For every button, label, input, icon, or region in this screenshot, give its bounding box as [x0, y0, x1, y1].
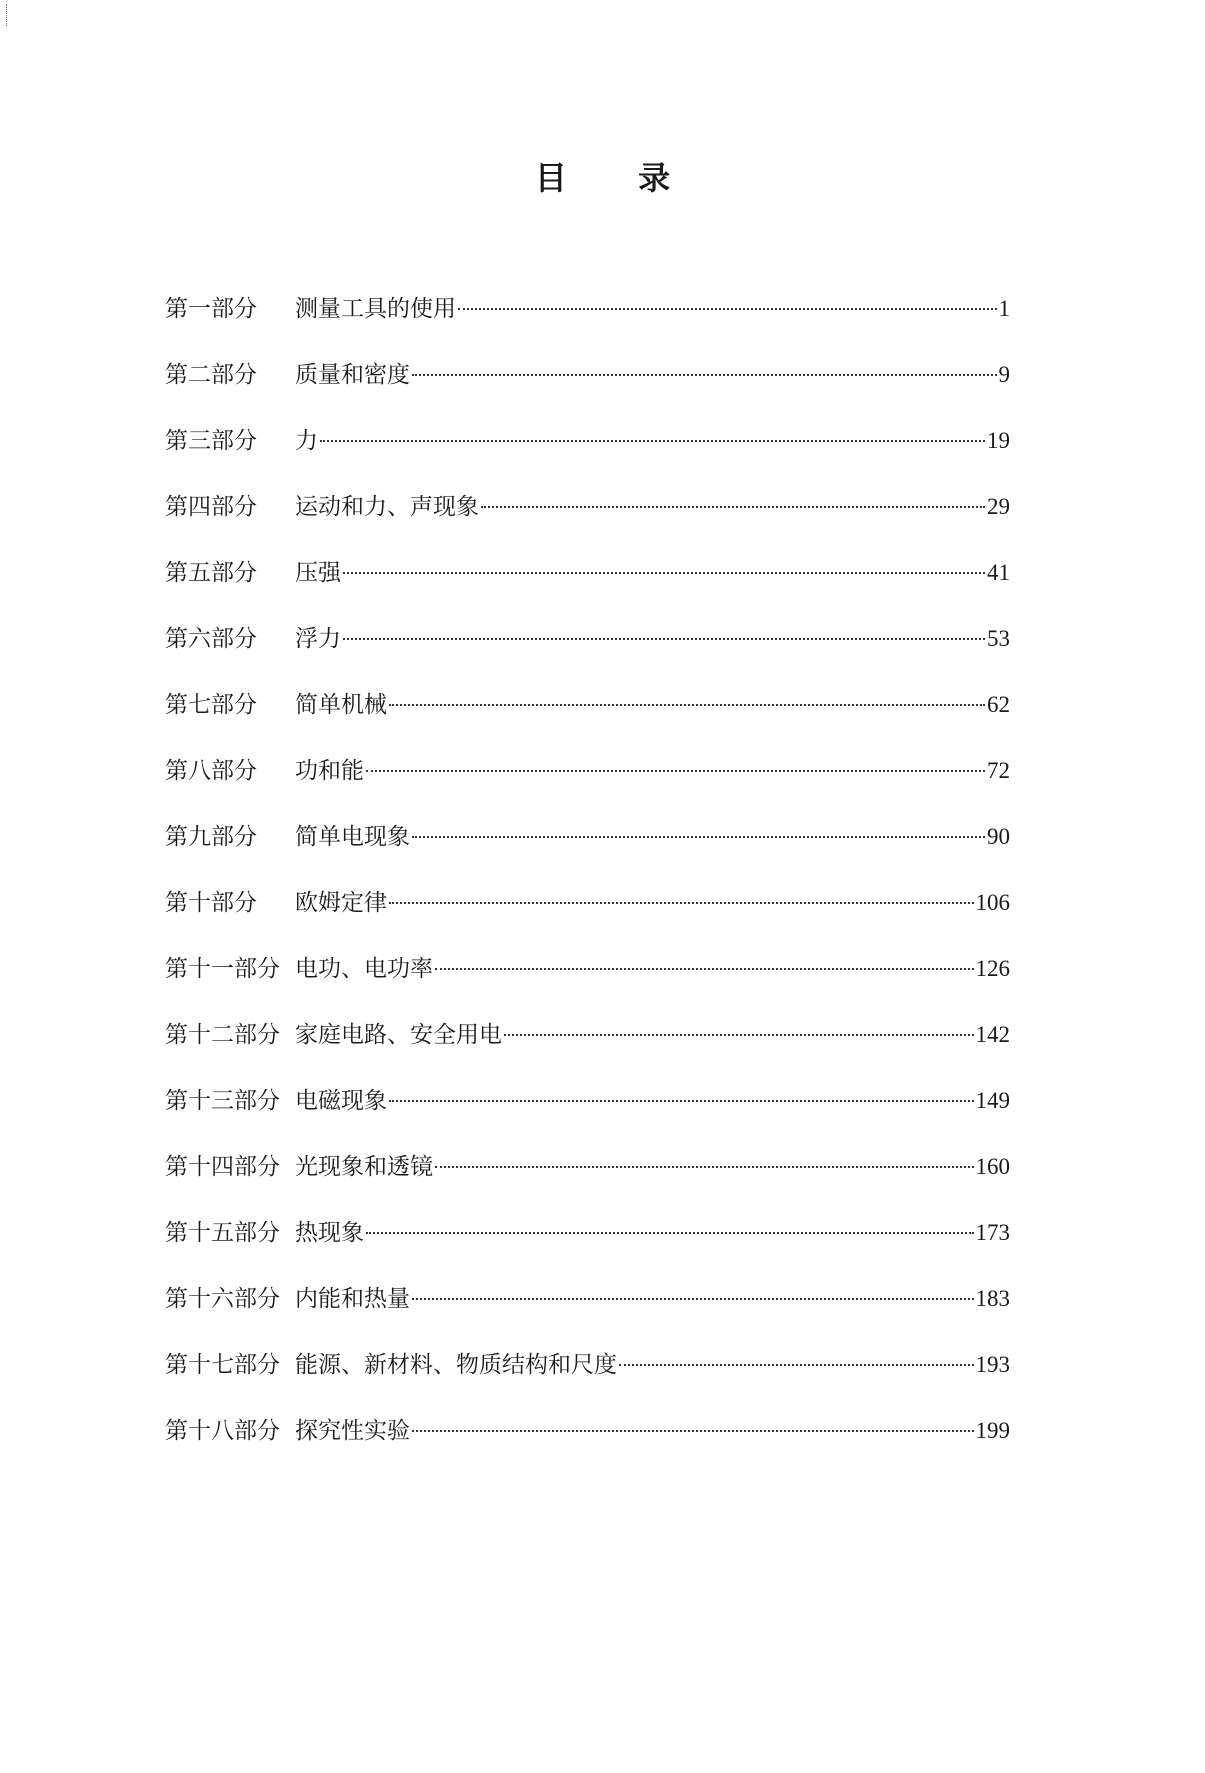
toc-part-label: 第三部分: [165, 428, 257, 454]
toc-chapter-title: 欧姆定律: [295, 890, 387, 916]
toc-entry: [165, 558, 1010, 624]
toc-chapter-title: 运动和力、声现象: [295, 494, 479, 520]
toc-page-number: 173: [975, 1220, 1010, 1245]
toc-page-number: 41: [987, 560, 1010, 585]
toc-part-label: 第九部分: [165, 824, 257, 850]
scan-mark: [6, 4, 10, 26]
toc-chapter-title: 测量工具的使用: [295, 296, 456, 322]
toc-dot-leader: [504, 1034, 974, 1036]
toc-chapter-title: 力: [295, 428, 318, 454]
toc-entry: [165, 1020, 1010, 1086]
toc-chapter-title: 探究性实验: [295, 1418, 410, 1444]
toc-dot-leader: [389, 1100, 974, 1102]
toc-dot-leader: [435, 968, 974, 970]
toc-entry: [165, 954, 1010, 1020]
toc-entry: [165, 1350, 1010, 1416]
toc-chapter-title: 压强: [295, 560, 341, 586]
table-of-contents: [165, 294, 1010, 1482]
toc-part-label: 第十三部分: [165, 1088, 280, 1114]
toc-dot-leader: [412, 1298, 974, 1300]
toc-part-label: 第二部分: [165, 362, 257, 388]
toc-dot-leader: [343, 638, 985, 640]
toc-page-number: 62: [987, 692, 1010, 717]
toc-dot-leader: [320, 440, 985, 442]
toc-page-number: 199: [975, 1418, 1010, 1443]
toc-page-number: 29: [987, 494, 1010, 519]
toc-page-number: 142: [975, 1022, 1010, 1047]
toc-part-label: 第七部分: [165, 692, 257, 718]
toc-chapter-title: 电功、电功率: [295, 956, 433, 982]
toc-part-label: 第六部分: [165, 626, 257, 652]
toc-part-label: 第十四部分: [165, 1154, 280, 1180]
toc-entry: [165, 1218, 1010, 1284]
toc-page-number: 19: [987, 428, 1010, 453]
toc-chapter-title: 简单电现象: [295, 824, 410, 850]
toc-dot-leader: [366, 770, 985, 772]
toc-page-number: 72: [987, 758, 1010, 783]
toc-chapter-title: 光现象和透镜: [295, 1154, 433, 1180]
toc-entry: [165, 756, 1010, 822]
page-title: 目 录: [534, 159, 701, 197]
toc-chapter-title: 电磁现象: [295, 1088, 387, 1114]
toc-page-number: 9: [998, 362, 1010, 387]
toc-entry: [165, 1086, 1010, 1152]
toc-chapter-title: 家庭电路、安全用电: [295, 1022, 502, 1048]
toc-dot-leader: [412, 836, 985, 838]
toc-part-label: 第十一部分: [165, 956, 280, 982]
toc-page-number: 53: [987, 626, 1010, 651]
toc-entry: [165, 1152, 1010, 1218]
toc-page-number: 183: [975, 1286, 1010, 1311]
toc-page-number: 126: [975, 956, 1010, 981]
toc-chapter-title: 能源、新材料、物质结构和尺度: [295, 1352, 617, 1378]
toc-entry: [165, 426, 1010, 492]
toc-part-label: 第五部分: [165, 560, 257, 586]
toc-part-label: 第十八部分: [165, 1418, 280, 1444]
toc-part-label: 第十五部分: [165, 1220, 280, 1246]
toc-dot-leader: [343, 572, 985, 574]
toc-dot-leader: [389, 902, 974, 904]
toc-entry: [165, 624, 1010, 690]
toc-part-label: 第十部分: [165, 890, 257, 916]
toc-dot-leader: [412, 374, 997, 376]
toc-part-label: 第八部分: [165, 758, 257, 784]
toc-dot-leader: [458, 308, 997, 310]
toc-entry: [165, 360, 1010, 426]
toc-page-number: 149: [975, 1088, 1010, 1113]
toc-entry: [165, 888, 1010, 954]
toc-entry: [165, 1284, 1010, 1350]
toc-entry: [165, 690, 1010, 756]
toc-part-label: 第十二部分: [165, 1022, 280, 1048]
toc-entry: [165, 492, 1010, 558]
toc-part-label: 第一部分: [165, 296, 257, 322]
toc-page-number: 90: [987, 824, 1010, 849]
toc-chapter-title: 功和能: [295, 758, 364, 784]
toc-dot-leader: [619, 1364, 974, 1366]
toc-dot-leader: [435, 1166, 974, 1168]
toc-dot-leader: [366, 1232, 974, 1234]
toc-dot-leader: [481, 506, 985, 508]
toc-dot-leader: [412, 1430, 974, 1432]
toc-page-number: 106: [975, 890, 1010, 915]
toc-part-label: 第十七部分: [165, 1352, 280, 1378]
toc-part-label: 第四部分: [165, 494, 257, 520]
toc-entry: [165, 822, 1010, 888]
toc-page-number: 160: [975, 1154, 1010, 1179]
toc-part-label: 第十六部分: [165, 1286, 280, 1312]
toc-page-number: 193: [975, 1352, 1010, 1377]
toc-chapter-title: 热现象: [295, 1220, 364, 1246]
toc-chapter-title: 简单机械: [295, 692, 387, 718]
toc-entry: [165, 1416, 1010, 1482]
toc-chapter-title: 内能和热量: [295, 1286, 410, 1312]
toc-entry: [165, 294, 1010, 360]
toc-chapter-title: 质量和密度: [295, 362, 410, 388]
toc-page-number: 1: [998, 296, 1010, 321]
toc-chapter-title: 浮力: [295, 626, 341, 652]
toc-dot-leader: [389, 704, 985, 706]
